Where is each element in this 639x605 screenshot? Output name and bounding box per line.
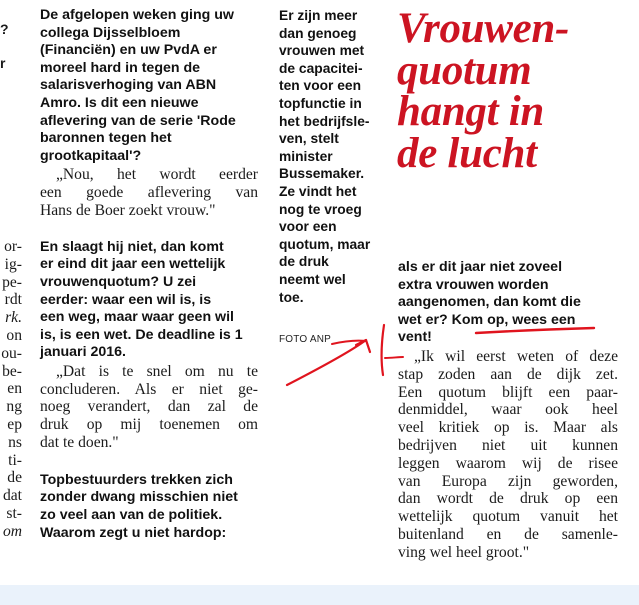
question-line: zo veel aan van de politiek. — [40, 507, 223, 524]
question-line: baronnen tegen het — [40, 130, 172, 147]
headline-line: Vrouwen- — [397, 5, 570, 52]
left-fragment-line: dat — [2, 487, 22, 505]
answer-line: bedrijven niet uit kunnen — [398, 436, 618, 454]
left-fragment-top-1: r — [0, 55, 6, 71]
headline-line: de lucht — [397, 129, 537, 177]
question-line: vrouwenquotum? U zei — [40, 273, 197, 290]
intro-line: quotum, maar — [279, 236, 371, 252]
answer-line: ving wel heel groot." — [398, 543, 530, 561]
left-fragment-line: st- — [6, 504, 22, 522]
intro-line: ven, stelt — [279, 131, 339, 147]
answer-line: een goede aflevering van — [40, 184, 258, 202]
left-fragment-line: rk. — [5, 309, 22, 327]
intro-line: Bussemaker. — [279, 166, 365, 182]
left-fragment-line: or- — [4, 238, 22, 255]
question-line: is, is een wet. De deadline is 1 — [40, 326, 243, 343]
left-fragment-line: ns — [8, 433, 22, 451]
question-line: een weg, maar waar geen wil — [40, 309, 234, 326]
question-line: januari 2016. — [40, 344, 126, 361]
bottom-background-band — [0, 585, 639, 605]
intro-line: Ze vindt het — [279, 183, 357, 199]
left-fragment-line: om — [2, 522, 22, 540]
question-line: zonder dwang misschien niet — [40, 489, 238, 506]
answer-line: Hans de Boer zoekt vrouw." — [40, 201, 216, 219]
answer-line: dat te doen." — [40, 434, 119, 452]
answer-line: wettelijk quotum vanuit het — [398, 508, 618, 526]
intro-line: de druk — [279, 254, 329, 270]
annotation-vertical-mark — [382, 325, 384, 375]
question-line: grootkapitaal'? — [40, 147, 142, 164]
intro-line: dan genoeg — [279, 25, 357, 41]
answer-line: stap zoden aan de dijk zet. — [398, 365, 618, 383]
answer-line: „Nou, het wordt eerder — [56, 166, 258, 184]
intro-line: vrouwen met — [279, 43, 365, 59]
question-line: wet er? Kom op, wees een — [398, 311, 576, 328]
question-line: collega Dijsselbloem — [40, 24, 181, 41]
left-fragment-line: rdt — [4, 291, 22, 309]
answer-line: druk op mij toenemen om — [40, 416, 258, 434]
question-line: En slaagt hij niet, dan komt — [40, 238, 224, 255]
answer-line: „Dat is te snel om nu te — [56, 362, 258, 380]
left-fragment-line: ig- — [4, 255, 22, 273]
answer-line: van Europa zijn geworden, — [398, 472, 618, 490]
question-line: extra vrouwen worden — [398, 276, 549, 293]
intro-line: nog te vroeg — [279, 201, 362, 217]
question-line: De afgelopen weken ging uw — [40, 7, 234, 23]
annotation-arrow-line — [287, 340, 366, 385]
question-line: moreel hard in tegen de — [40, 59, 201, 76]
intro-line: neemt wel — [279, 271, 346, 287]
left-fragment-line: on — [6, 326, 22, 344]
question-line: als er dit jaar niet zoveel — [398, 259, 563, 275]
left-fragment-line: ou- — [1, 344, 22, 362]
question-line: Waarom zegt u niet hardop: — [40, 524, 227, 541]
question-line: Topbestuurders trekken zich — [40, 471, 233, 488]
headline-line: hangt in — [397, 88, 544, 135]
left-fragment-line: de — [7, 469, 22, 487]
headline-line: quotum — [397, 46, 532, 94]
intro-line: de capacitei- — [279, 60, 363, 76]
intro-line: Er zijn meer — [279, 8, 358, 23]
answer-line: noeg verandert, dan zal de — [40, 398, 258, 416]
annotation-dash — [385, 357, 403, 358]
question-line: er eind dit jaar een wettelijk — [40, 256, 226, 273]
intro-line: toe. — [279, 289, 304, 305]
question-line: aangenomen, dan komt die — [398, 294, 581, 311]
question-line: Amro. Is dit een nieuwe — [40, 94, 199, 111]
question-line: (Financiën) en uw PvdA er — [40, 42, 217, 59]
answer-line: leggen waarom wij de risee — [398, 454, 618, 472]
left-fragment-line: ng — [6, 398, 22, 416]
left-fragment-line: ep — [7, 415, 22, 433]
left-fragment-top-0: ? — [0, 21, 9, 37]
left-fragment-line: ti- — [8, 451, 22, 469]
left-fragment-line: en — [7, 380, 22, 398]
question-line: vent! — [398, 329, 432, 346]
photo-credit: FOTO ANP — [279, 334, 331, 345]
question-line: aflevering van de serie 'Rode — [40, 112, 236, 129]
answer-line: dan wordt de druk op een — [398, 490, 618, 508]
question-line: eerder: waar een wil is, is — [40, 291, 212, 308]
annotation-underline — [476, 328, 594, 333]
answer-line: veel kritiek op is. Maar als — [398, 419, 618, 437]
question-line: salarisverhoging van ABN — [40, 77, 217, 94]
intro-line: voor een — [279, 219, 337, 235]
answer-line: „Ik wil eerst weten of deze — [414, 347, 618, 365]
answer-line: concluderen. Als er niet ge- — [40, 380, 258, 398]
intro-line: topfunctie in — [279, 95, 362, 111]
answer-line: buitenland en de samenle- — [398, 525, 618, 543]
left-fragment-line: pe- — [2, 273, 22, 291]
answer-line: Een quotum blijft een paar- — [398, 383, 618, 401]
intro-line: het bedrijfsle- — [279, 113, 370, 129]
intro-line: minister — [279, 148, 333, 164]
left-fragment-line: be- — [2, 362, 22, 380]
answer-line: denmiddel, waar ook heel — [398, 401, 618, 419]
intro-line: ten voor een — [279, 78, 362, 94]
